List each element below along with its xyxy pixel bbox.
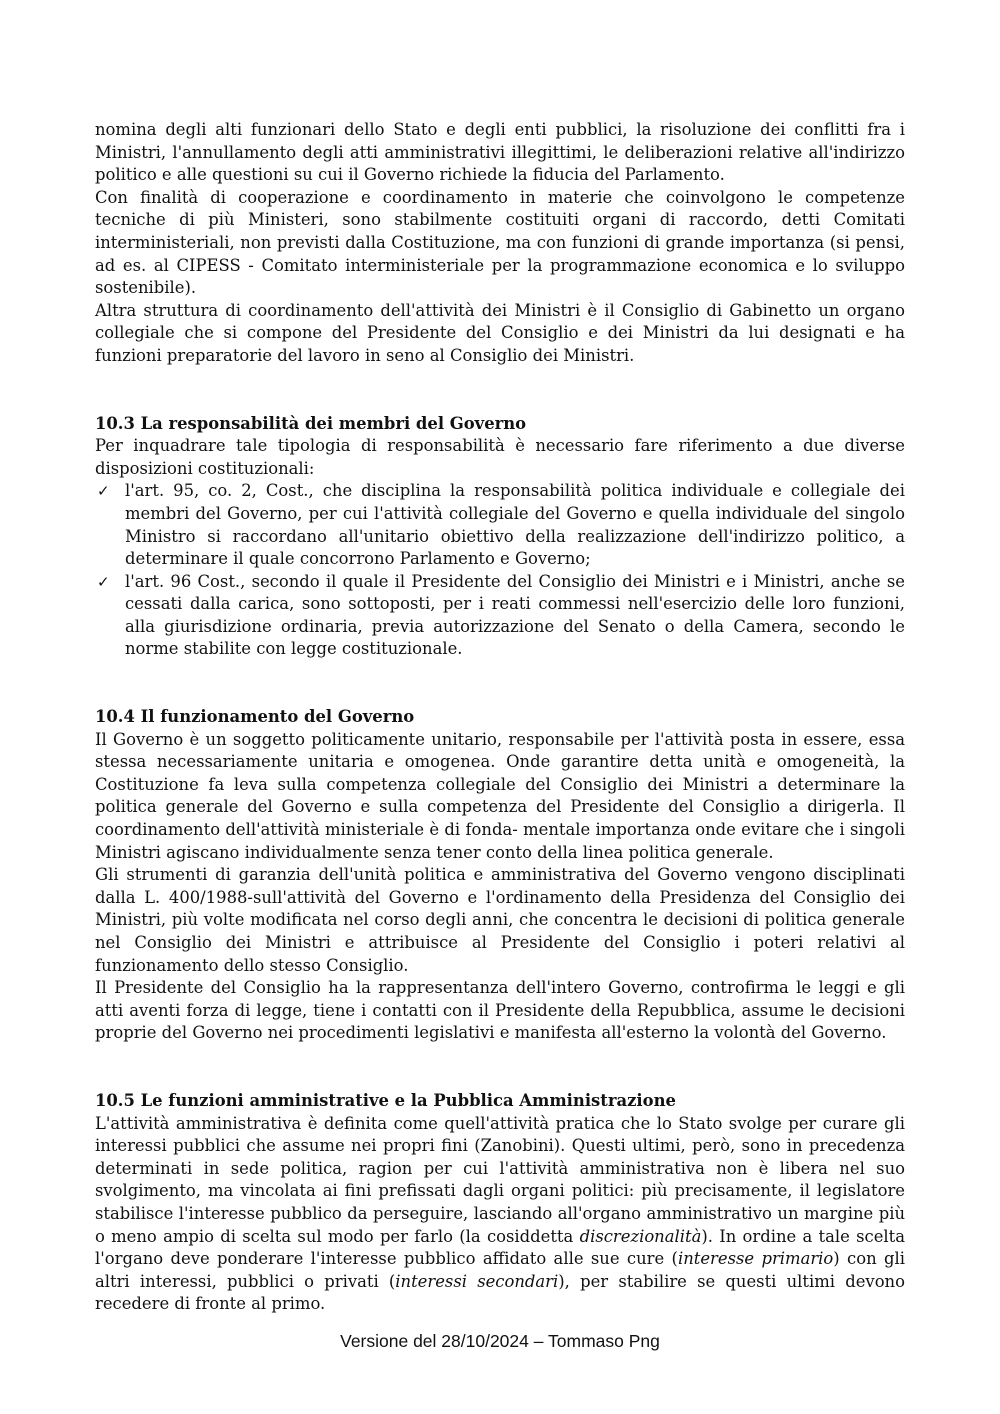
list-item — [95, 480, 905, 570]
checklist — [95, 480, 905, 661]
list-item-text: l'art. 95, co. 2, Cost., che disciplina la responsabilità politica individuale e collegiale dei membri del Governo, per cui l'attività collegiale del Governo e quella individuale del singolo Ministro si raccordano all'unitario obiettivo della realizzazione dell'indirizzo politico, a determinare il quale concorrono Parlamento e Governo; — [125, 481, 905, 569]
section-heading-10-4: 10.4 Il funzionamento del Governo — [95, 707, 415, 727]
list-item — [95, 571, 905, 661]
page-footer: Versione del 28/10/2024 – Tommaso Png — [340, 1331, 660, 1351]
document-page — [95, 119, 905, 1316]
paragraph: Il Governo è un soggetto politicamente unitario, responsabile per l'attività posta in essere, essa stessa necessariamente unitaria e omogenea. Onde garantire detta unità e omogeneità, la Costituzione fa leva sulla competenza collegiale del Consiglio dei Ministri a determinare la politica generale del Governo e sulla competenza del Presidente del Consiglio a dirigerla. Il coordinamento dell'attività ministeriale è di fonda- mentale importanza onde evitare che i singoli Ministri agiscano individualmente senza tener conto della linea politica generale. — [95, 729, 905, 862]
paragraph: nomina degli alti funzionari dello Stato e degli enti pubblici, la risoluzione dei conflitti fra i Ministri, l'annullamento degli atti amministrativi illegittimi, le deliberazioni relative all'indirizzo politico e alle questioni su cui il Governo richiede la fiducia del Parlamento. — [95, 120, 905, 185]
section-heading-10-3: 10.3 La responsabilità dei membri del Governo — [95, 413, 527, 433]
paragraph: Il Presidente del Consiglio ha la rappresentanza dell'intero Governo, controfirma le leggi e gli atti aventi forza di legge, tiene i contatti con il Presidente della Repubblica, assume le decisioni proprie del Governo nei procedimenti legislativi e manifesta all'esterno la volontà del Governo. — [95, 978, 905, 1043]
paragraph — [95, 1113, 905, 1316]
text-run: ). In ordine a tale scelta l'organo deve ponderare l'interesse pubblico affidato alle sue cure ( — [95, 1226, 905, 1269]
text-run: ), per stabilire se questi ultimi devono recedere di fronte al primo. — [95, 1271, 905, 1314]
paragraph: Gli strumenti di garanzia dell'unità politica e amministrativa del Governo vengono disciplinati dalla L. 400/1988-sull'attività del Governo e l'ordinamento della Presidenza del Consiglio dei Ministri, più volte modificata nel corso degli anni, che concentra le decisioni di politica generale nel Consiglio dei Ministri e attribuisce al Presidente del Consiglio i poteri relativi al funzionamento dello stesso Consiglio. — [95, 865, 905, 975]
text-run: ) con gli altri interessi, pubblici o privati ( — [95, 1249, 905, 1291]
checkmark-icon: ✓ — [97, 572, 110, 591]
paragraph: Per inquadrare tale tipologia di responsabilità è necessario fare riferimento a due diverse disposizioni costituzionali: — [95, 436, 905, 478]
section-heading-10-5: 10.5 Le funzioni amministrative e la Pubblica Amministrazione — [95, 1090, 676, 1110]
paragraph: Con finalità di cooperazione e coordinamento in materie che coinvolgono le competenze tecniche di più Ministeri, sono stabilmente costituiti organi di raccordo, detti Comitati interministeriali, non previsti dalla Costituzione, ma con funzioni di grande importanza (si pensi, ad es. al CIPESS - Comitato interministeriale per la programmazione economica e lo sviluppo sostenibile). — [95, 187, 905, 298]
italic-term: discrezionalità — [579, 1226, 702, 1246]
checkmark-icon: ✓ — [97, 482, 110, 501]
text-run: L'attività amministrativa è definita come quell'attività pratica che lo Stato svolge per curare gli interessi pubblici che assume nei propri fini (Zanobini). Questi ultimi, però, sono in precedenza determinati in sede politica, ragion per cui l'attività amministrativa non è libera nel suo svolgimento, ma vincolata ai fini prefissati dagli organi politici: più precisamente, il legislatore stabilisce l'interesse pubblico da perseguire, lasciando all'organo amministrativo un margine più o meno ampio di scelta sul modo per farlo (la cosiddetta — [95, 1113, 905, 1246]
list-item-text: l'art. 96 Cost., secondo il quale il Presidente del Consiglio dei Ministri e i Ministri, anche se cessati dalla carica, sono sottoposti, per i reati commessi nell'esercizio delle loro funzioni, alla giurisdizione ordinaria, previa autorizzazione del Senato o della Camera, secondo le norme stabilite con legge costituzionale. — [125, 571, 905, 659]
italic-term: interesse primario — [677, 1249, 834, 1269]
paragraph: Altra struttura di coordinamento dell'attività dei Ministri è il Consiglio di Gabinetto un organo collegiale che si compone del Presidente del Consiglio e dei Ministri da lui designati e ha funzioni preparatorie del lavoro in seno al Consiglio dei Ministri. — [95, 300, 905, 365]
italic-term: interessi secondari — [395, 1271, 559, 1291]
